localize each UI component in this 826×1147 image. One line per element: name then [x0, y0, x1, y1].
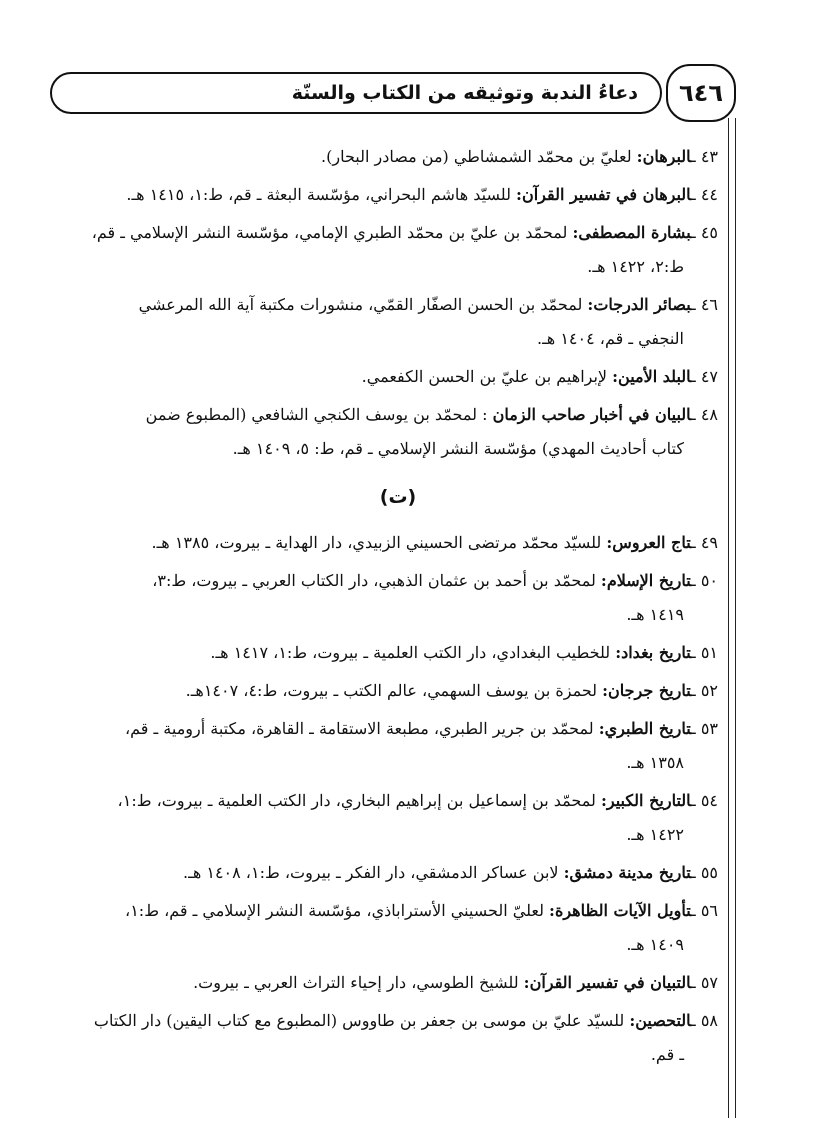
- entry-text: : لمحمّد بن يوسف الكنجي الشافعي (المطبوع ضمن: [145, 405, 493, 424]
- entry-dash: ـ: [691, 863, 701, 882]
- entry-number: ٥٢: [700, 681, 718, 700]
- entry-continuation: ١٤٢٢ هـ.: [626, 825, 684, 844]
- bibliography-entry: [78, 856, 718, 890]
- page-number: ٦٤٦: [679, 79, 723, 107]
- entry-dash: ـ: [691, 901, 701, 920]
- bibliography-entry: [78, 398, 718, 466]
- bibliography-entry: [78, 784, 718, 852]
- bibliography-entry: [78, 216, 718, 284]
- entry-dash: ـ: [691, 791, 701, 810]
- entry-title: تاريخ بغداد:: [615, 643, 692, 662]
- entry-text: للخطيب البغدادي، دار الكتب العلمية ـ بيروت، ط:١، ١٤١٧ هـ.: [210, 643, 616, 662]
- entry-number: ٥٨: [700, 1011, 718, 1030]
- entry-dash: ـ: [691, 405, 701, 424]
- entry-dash: ـ: [691, 719, 701, 738]
- entry-dash: ـ: [691, 295, 701, 314]
- entry-dash: ـ: [691, 643, 701, 662]
- margin-rule: [735, 118, 736, 1118]
- running-header-title: دعاءُ الندبة وتوثيقه من الكتاب والسنّة: [291, 82, 638, 104]
- entry-title: تاريخ جرجان:: [602, 681, 692, 700]
- bibliography-entry: [78, 674, 718, 708]
- entry-title: تاج العروس:: [606, 533, 692, 552]
- entry-number: ٤٧: [700, 367, 718, 386]
- bibliography-group: [78, 526, 718, 1072]
- bibliography-entry: [78, 178, 718, 212]
- entry-text: لعليّ الحسيني الأستراباذي، مؤسّسة النشر الإسلامي ـ قم، ط:١،: [125, 901, 550, 920]
- entry-text: لمحمّد بن جرير الطبري، مطبعة الاستقامة ـ القاهرة، مكتبة أرومية ـ قم،: [124, 719, 599, 738]
- entry-title: تاريخ الطبري:: [598, 719, 692, 738]
- entry-dash: ـ: [691, 147, 701, 166]
- entry-text: لعليّ بن محمّد الشمشاطي (من مصادر البحار).: [321, 147, 637, 166]
- entry-text: للسيّد عليّ بن موسى بن جعفر بن طاووس (المطبوع مع كتاب اليقين) دار الكتاب: [93, 1011, 630, 1030]
- bibliography-entry: [78, 564, 718, 632]
- entry-number: ٤٤: [700, 185, 718, 204]
- entry-text: لمحمّد بن عليّ بن محمّد الطبري الإمامي، مؤسّسة النشر الإسلامي ـ قم،: [91, 223, 573, 242]
- bibliography-entry: [78, 526, 718, 560]
- entry-number: ٥٥: [700, 863, 718, 882]
- entry-text: لحمزة بن يوسف السهمي، عالم الكتب ـ بيروت، ط:٤، ١٤٠٧هـ.: [185, 681, 603, 700]
- entry-title: تاريخ الإسلام:: [600, 571, 692, 590]
- entry-title: البرهان:: [636, 147, 692, 166]
- entry-title: تاريخ مدينة دمشق:: [563, 863, 692, 882]
- entry-number: ٤٨: [700, 405, 718, 424]
- entry-number: ٥٧: [700, 973, 718, 992]
- entry-text: لابن عساكر الدمشقي، دار الفكر ـ بيروت، ط:١، ١٤٠٨ هـ.: [183, 863, 564, 882]
- entry-number: ٤٣: [700, 147, 718, 166]
- entry-continuation: النجفي ـ قم، ١٤٠٤ هـ.: [537, 329, 684, 348]
- bibliography-entry: [78, 140, 718, 174]
- entry-title: بصائر الدرجات:: [587, 295, 692, 314]
- bibliography-entry: [78, 288, 718, 356]
- entry-number: ٥٦: [700, 901, 718, 920]
- entry-text: للشيخ الطوسي، دار إحياء التراث العربي ـ بيروت.: [193, 973, 524, 992]
- entry-number: ٥١: [700, 643, 718, 662]
- entry-continuation: ١٤٠٩ هـ.: [626, 935, 684, 954]
- bibliography-entry: [78, 966, 718, 1000]
- entry-dash: ـ: [691, 571, 701, 590]
- entry-continuation: كتاب أحاديث المهدي) مؤسّسة النشر الإسلامي ـ قم، ط: ٥، ١٤٠٩ هـ.: [232, 439, 684, 458]
- bibliography-entry: [78, 894, 718, 962]
- section-heading: (ت): [379, 486, 417, 508]
- entry-continuation: ط:٢، ١٤٢٢ هـ.: [587, 257, 684, 276]
- entry-text: للسيّد محمّد مرتضى الحسيني الزبيدي، دار الهداية ـ بيروت، ١٣٨٥ هـ.: [151, 533, 607, 552]
- entry-number: ٤٩: [700, 533, 718, 552]
- entry-text: لمحمّد بن إسماعيل بن إبراهيم البخاري، دار الكتب العلمية ـ بيروت، ط:١،: [117, 791, 601, 810]
- entry-title: البيان في أخبار صاحب الزمان: [492, 405, 692, 424]
- entry-text: للسيّد هاشم البحراني، مؤسّسة البعثة ـ قم، ط:١، ١٤١٥ هـ.: [126, 185, 517, 204]
- entry-dash: ـ: [691, 367, 701, 386]
- bibliography-entry: [78, 636, 718, 670]
- entry-title: التحصين:: [629, 1011, 692, 1030]
- page-number-box: [666, 64, 736, 122]
- bibliography-group: [78, 140, 718, 466]
- entry-title: التاريخ الكبير:: [600, 791, 692, 810]
- entry-dash: ـ: [691, 681, 701, 700]
- bibliography-entry: [78, 1004, 718, 1072]
- entry-title: تأويل الآيات الظاهرة:: [549, 901, 692, 920]
- entry-text: لمحمّد بن أحمد بن عثمان الذهبي، دار الكتاب العربي ـ بيروت، ط:٣،: [152, 571, 601, 590]
- entry-text: لإبراهيم بن عليّ بن الحسن الكفعمي.: [361, 367, 613, 386]
- entry-continuation: ١٤١٩ هـ.: [626, 605, 684, 624]
- running-header: [50, 72, 662, 114]
- entry-dash: ـ: [691, 1011, 701, 1030]
- entry-continuation: ـ قم.: [650, 1045, 684, 1064]
- entry-number: ٤٥: [700, 223, 718, 242]
- entry-number: ٥٠: [700, 571, 718, 590]
- bibliography-list: [78, 140, 718, 1076]
- bibliography-entry: [78, 712, 718, 780]
- entry-dash: ـ: [691, 185, 701, 204]
- entry-number: ٤٦: [700, 295, 718, 314]
- entry-continuation: ١٣٥٨ هـ.: [626, 753, 684, 772]
- entry-number: ٥٤: [700, 791, 718, 810]
- margin-rule: [728, 118, 729, 1118]
- entry-dash: ـ: [691, 533, 701, 552]
- entry-title: البرهان في تفسير القرآن:: [516, 185, 692, 204]
- entry-dash: ـ: [691, 973, 701, 992]
- entry-number: ٥٣: [700, 719, 718, 738]
- entry-title: البلد الأمين:: [612, 367, 692, 386]
- entry-title: بشارة المصطفى:: [572, 223, 692, 242]
- bibliography-entry: [78, 360, 718, 394]
- entry-dash: ـ: [691, 223, 701, 242]
- entry-title: التبيان في تفسير القرآن:: [523, 973, 692, 992]
- entry-text: لمحمّد بن الحسن الصفّار القمّي، منشورات مكتبة آية الله المرعشي: [138, 295, 588, 314]
